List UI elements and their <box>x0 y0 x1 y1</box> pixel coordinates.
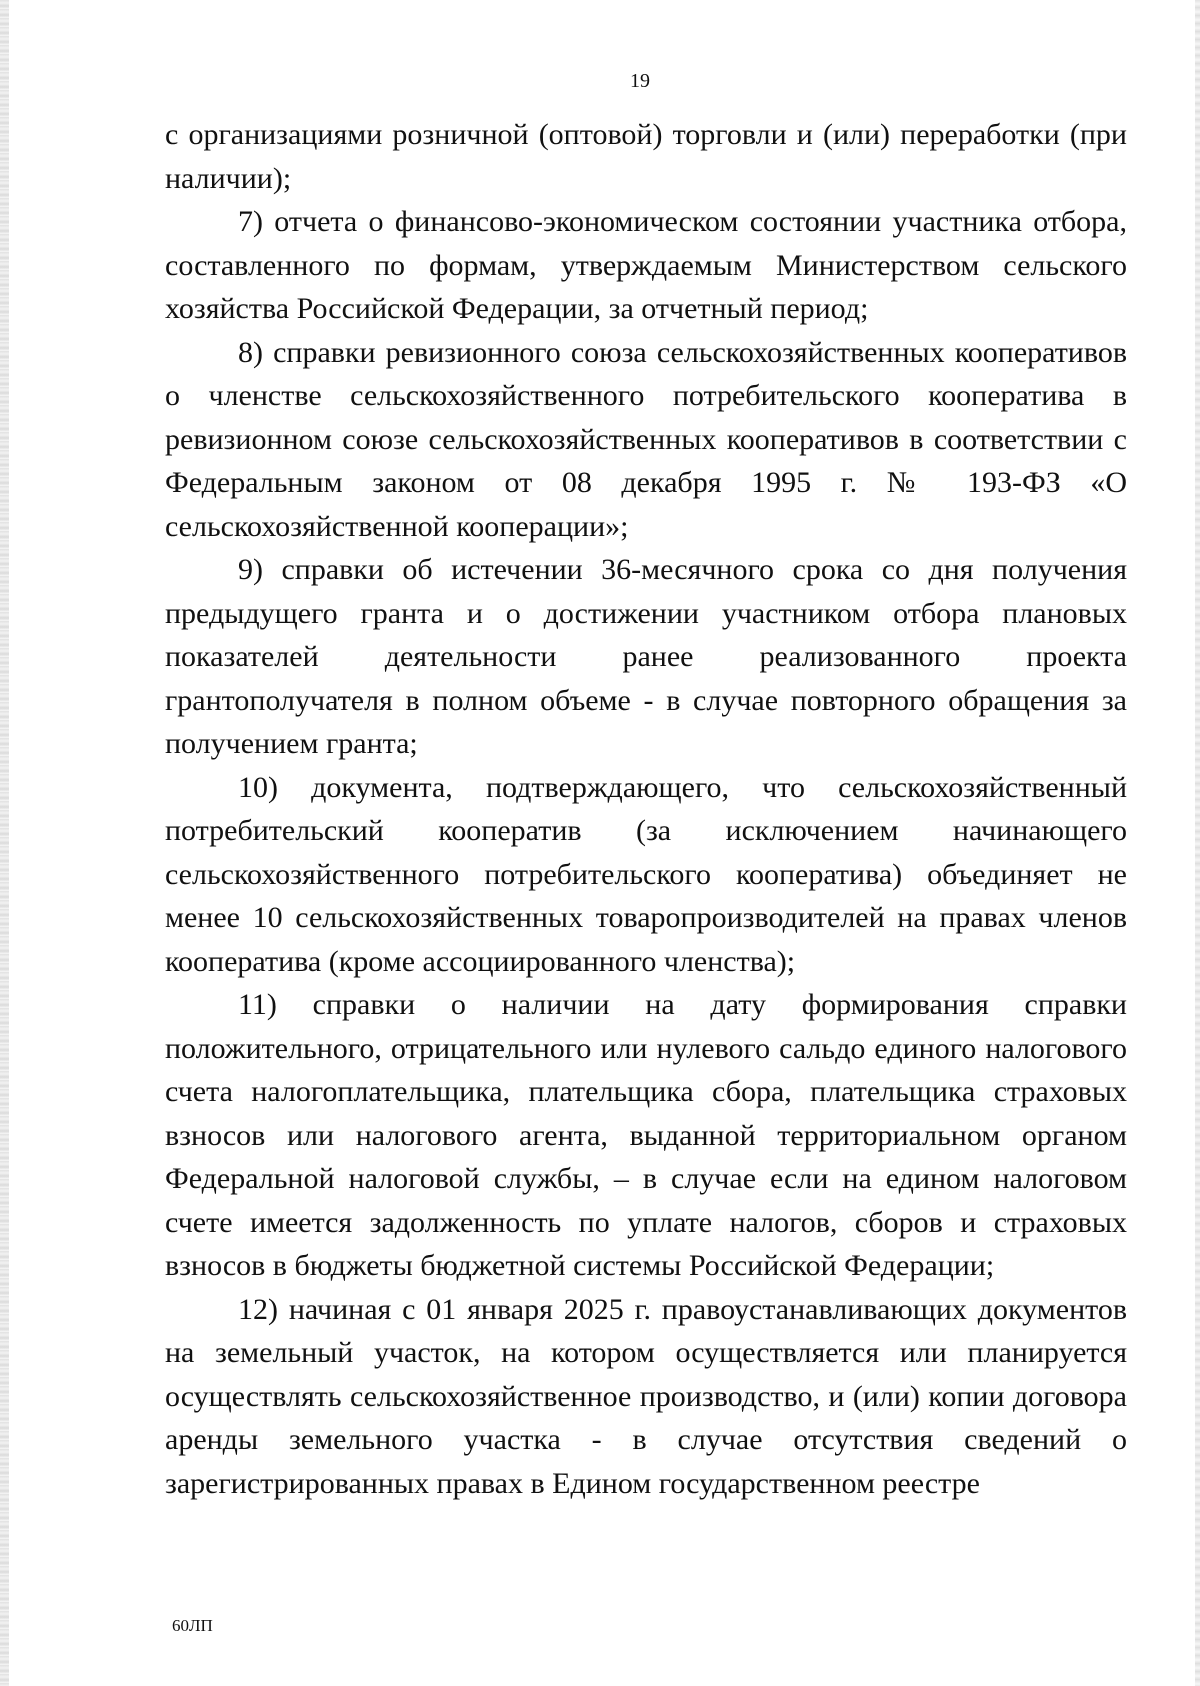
paragraph-item-11: 11) справки о наличии на дату формирования справки положительного, отрицательного или нулевого сальдо единого налогового счета налогоплательщика, плательщика сбора, плательщика страховых взносов или налогового агента, выданной территориальном органом Федеральной налоговой службы, – в случае если на едином налоговом счете имеется задолженность по уплате налогов, сборов и страховых взносов в бюджеты бюджетной системы Российской Федерации; <box>165 988 1127 1282</box>
paragraph-item-8: 8) справки ревизионного союза сельскохозяйственных кооперативов о членстве сельскохозяйственного потребительского кооператива в ревизионном союзе сельскохозяйственных кооперативов в соответствии с Федеральным законом от 08 декабря 1995 г. № 193-ФЗ «О сельскохозяйственной кооперации»; <box>165 335 1127 543</box>
scan-edge-left <box>0 0 9 1686</box>
paragraph-item-12: 12) начиная с 01 января 2025 г. правоустанавливающих документов на земельный участок, на котором осуществляется или планируется осуществлять сельскохозяйственное производство, и (или) копии договора аренды земельного участка - в случае отсутствия сведений о зарегистрированных правах в Едином государственном реестре <box>165 1292 1127 1500</box>
page-number: 19 <box>630 70 650 92</box>
paragraph-item-7: 7) отчета о финансово-экономическом состоянии участника отбора, составленного по формам, утверждаемым Министерством сельского хозяйства Российской Федерации, за отчетный период; <box>165 205 1127 325</box>
paragraph-continuation: с организациями розничной (оптовой) торговли и (или) переработки (при наличии); <box>165 118 1127 195</box>
footer-document-code: 60ЛП <box>172 1616 213 1635</box>
paragraph-item-9: 9) справки об истечении 36-месячного срока со дня получения предыдущего гранта и о достижении участником отбора плановых показателей деятельности ранее реализованного проекта грантополучателя в полном объеме - в случае повторного обращения за получением гранта; <box>165 553 1127 760</box>
scan-edge-right <box>1195 0 1200 1686</box>
document-body <box>165 113 1127 1505</box>
paragraph-item-10: 10) документа, подтверждающего, что сельскохозяйственный потребительский кооператив (за исключением начинающего сельскохозяйственного потребительского кооператива) объединяет не менее 10 сельскохозяйственных товаропроизводителей на правах членов кооператива (кроме ассоциированного членства); <box>165 770 1127 978</box>
